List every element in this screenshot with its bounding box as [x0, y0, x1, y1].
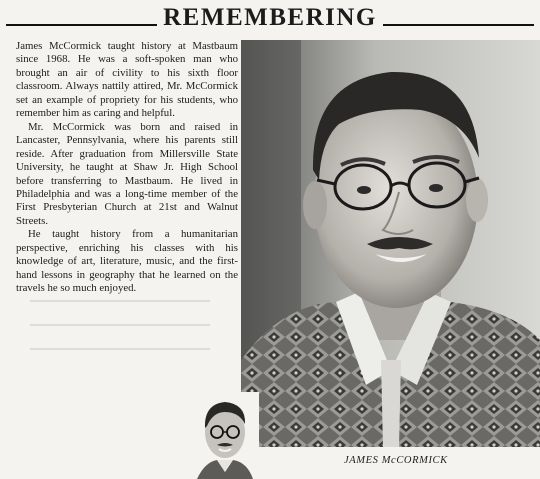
page-header	[0, 0, 540, 40]
tribute-paragraph-3: He taught history from a humanitarian perspective, enriching his classes with his knowledge of art, literature, music, and the first-hand lessons in geography that he learned on the travels he so much enjoyed.	[16, 228, 238, 295]
inset-portrait-photo	[191, 392, 259, 479]
inset-portrait-illustration	[191, 392, 259, 479]
portrait-illustration	[241, 40, 540, 447]
tribute-paragraph-2: Mr. McCormick was born and raised in Lancaster, Pennsylvania, where his parents still reside. After graduation from Millersville State University, he taught at Shaw Jr. High School before transferring to Mastbaum. He lived in Philadelphia and was a long-time member of the First Presbyterian Church at 21st and Walnut Streets.	[16, 120, 238, 227]
photo-caption: JAMES McCORMICK	[344, 455, 448, 466]
portrait-photo	[241, 40, 540, 447]
page-title-wrap	[0, 4, 540, 32]
tribute-text	[16, 40, 238, 296]
page-title: REMEMBERING	[157, 4, 383, 31]
tribute-paragraph-1: James McCormick taught history at Mastbaum since 1968. He was a soft-spoken man who brought an air of civility to his sixth floor classroom. Always nattily attired, Mr. McCormick set an example of propriety for his students, who remember him as caring and helpful.	[16, 40, 238, 120]
faded-print-ghost	[30, 300, 210, 372]
